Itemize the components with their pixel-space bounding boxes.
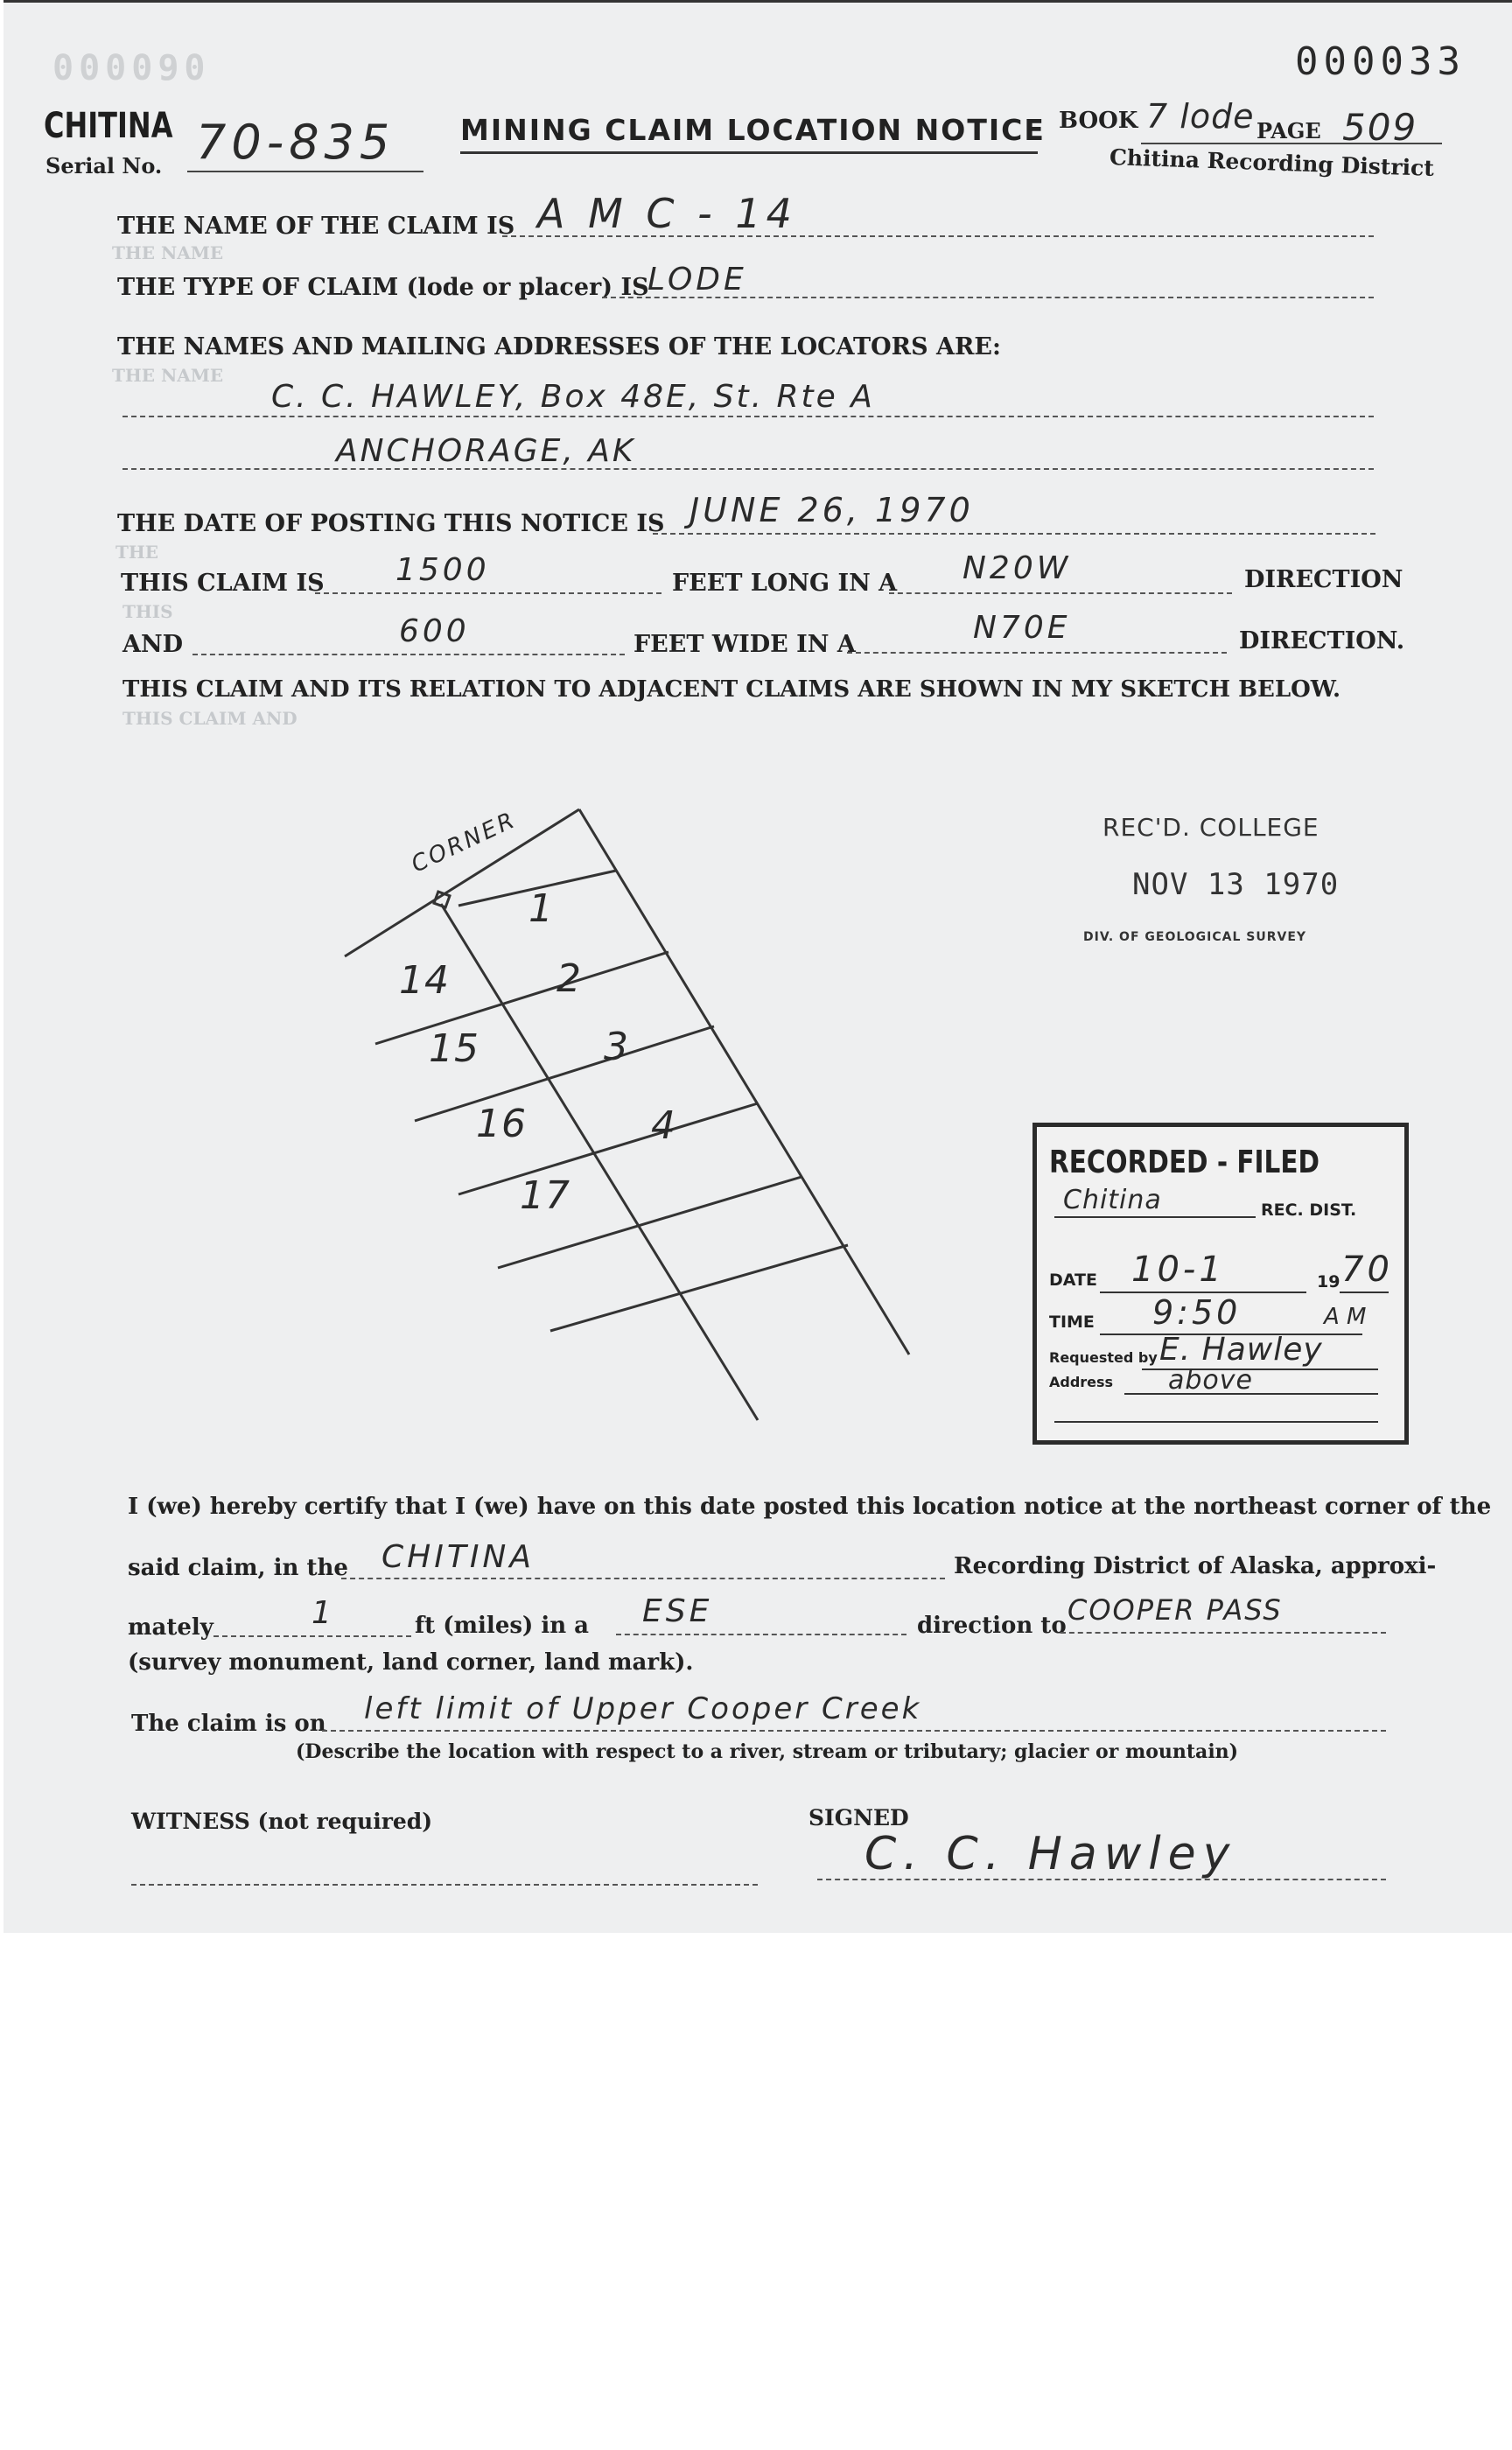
book-label: BOOK: [1059, 108, 1138, 134]
claim-boundary-line: [441, 904, 758, 1420]
document-number: 000033: [1295, 39, 1466, 84]
claim-on-line: [322, 1730, 1386, 1732]
received-stamp-line-1: REC'D. COLLEGE: [1102, 813, 1320, 842]
locator-line-1-value: C. C. HAWLEY, Box 48E, St. Rte A: [271, 379, 875, 415]
faint-offset-text-3: THE: [116, 542, 159, 563]
time-label: TIME: [1049, 1312, 1095, 1332]
ft-miles-label: ft (miles) in a: [415, 1613, 590, 1639]
year-value: 70: [1341, 1250, 1393, 1290]
landmark-line: [1060, 1632, 1386, 1634]
serial-label: Serial No.: [46, 153, 163, 178]
claim-name-value: A M C - 14: [537, 190, 797, 237]
mining-claim-form: [4, 0, 1512, 1933]
address-line: [1124, 1393, 1378, 1395]
direction-to-label: direction to: [917, 1613, 1067, 1639]
recording-district-label: Recording District of Alaska, approxi-: [954, 1553, 1437, 1579]
rec-dist-label: REC. DIST.: [1261, 1200, 1357, 1220]
distance-line: [214, 1635, 411, 1637]
long-direction-value: N20W: [962, 550, 1072, 586]
claim-number-left-14: 14: [399, 958, 450, 1003]
claim-number-right-2: 2: [556, 956, 584, 1001]
landmark-value: COOPER PASS: [1068, 1593, 1283, 1627]
faint-offset-text-4: THIS: [122, 601, 173, 622]
certification-line-1: I (we) hereby certify that I (we) have on this date posted this location notice at the northeast corner of the: [128, 1494, 1492, 1520]
page-label: PAGE: [1256, 118, 1321, 144]
date-value: 10-1: [1131, 1250, 1225, 1290]
said-claim-label: said claim, in the: [128, 1555, 348, 1581]
posting-date-label: THE DATE OF POSTING THIS NOTICE IS: [117, 510, 665, 537]
describe-label: (Describe the location with respect to a river, stream or tributary; glacier or mountain): [296, 1740, 1239, 1763]
claim-is-label: THIS CLAIM IS: [121, 570, 325, 597]
witness-label: WITNESS (not required): [131, 1809, 433, 1834]
claim-type-label: THE TYPE OF CLAIM (lode or placer) IS: [117, 274, 649, 301]
length-value: 1500: [396, 552, 490, 588]
direction-value: ESE: [642, 1593, 713, 1629]
district-value: CHITINA: [382, 1539, 535, 1575]
width-value: 600: [399, 613, 470, 649]
address-value: above: [1168, 1365, 1253, 1396]
signed-label: SIGNED: [808, 1805, 909, 1830]
requested-label: Requested by: [1049, 1349, 1158, 1366]
witness-line: [131, 1884, 758, 1886]
signature-value: C. C. Hawley: [864, 1828, 1237, 1880]
received-stamp-line-3: DIV. OF GEOLOGICAL SURVEY: [1083, 930, 1307, 944]
district-line-field: [341, 1578, 945, 1579]
book-value: 7 lode: [1146, 97, 1255, 136]
rec-dist-line: [1054, 1216, 1256, 1218]
direction-value-line: [616, 1634, 906, 1635]
date-label: DATE: [1049, 1270, 1097, 1290]
requested-value: E. Hawley: [1159, 1332, 1323, 1368]
feet-long-label: FEET LONG IN A: [672, 570, 898, 597]
faint-offset-text: THE NAME: [112, 242, 224, 263]
locators-label: THE NAMES AND MAILING ADDRESSES OF THE LOCATORS ARE:: [117, 333, 1001, 360]
and-label: AND: [122, 631, 184, 658]
wide-direction-value: N70E: [973, 610, 1071, 646]
survey-label: (survey monument, land corner, land mark).: [128, 1649, 694, 1676]
claim-on-value: left limit of Upper Cooper Creek: [364, 1691, 922, 1726]
extra-line: [1054, 1421, 1378, 1423]
claim-number-right-3: 3: [604, 1025, 632, 1069]
faded-serial-number: 000090: [52, 48, 211, 88]
direction-label-2: DIRECTION.: [1239, 627, 1405, 654]
recorded-filed-stamp: [1032, 1123, 1409, 1445]
claim-number-right-1: 1: [528, 886, 556, 931]
claim-number-left-15: 15: [429, 1026, 480, 1071]
district-short: CHITINA: [44, 106, 173, 146]
received-stamp-date: NOV 13 1970: [1132, 867, 1340, 902]
claim-sketch: [4, 3, 1512, 1933]
recorded-stamp-district: Chitina: [1063, 1185, 1162, 1215]
locator-line-2-value: ANCHORAGE, AK: [336, 433, 636, 469]
feet-wide-label: FEET WIDE IN A: [634, 631, 856, 658]
faint-offset-text-2: THE NAME: [112, 365, 224, 386]
distance-value: 1: [312, 1595, 335, 1631]
claim-number-left-17: 17: [520, 1173, 570, 1218]
time-suffix: A M: [1324, 1304, 1367, 1330]
claim-boundary-line: [579, 809, 909, 1354]
claim-type-value: LODE: [648, 262, 747, 298]
corner-post-marker: [434, 892, 450, 907]
serial-number: 70-835: [196, 115, 396, 170]
claim-number-left-16: 16: [476, 1102, 527, 1146]
year-prefix: 19: [1317, 1272, 1340, 1292]
claim-on-label: The claim is on: [131, 1711, 326, 1737]
year-line: [1340, 1292, 1389, 1293]
form-title: MINING CLAIM LOCATION NOTICE: [460, 113, 1046, 147]
claim-boundary-line: [550, 1245, 848, 1331]
address-label: Address: [1049, 1374, 1114, 1390]
time-value: 9:50: [1152, 1293, 1242, 1332]
claim-number-right-4: 4: [651, 1103, 679, 1148]
recorded-stamp-title: RECORDED - FILED: [1049, 1144, 1320, 1180]
direction-label: DIRECTION: [1244, 566, 1404, 593]
district-line: Chitina Recording District: [1109, 144, 1435, 181]
page-value: 509: [1342, 106, 1418, 149]
faint-offset-text-5: THIS CLAIM AND: [122, 708, 298, 729]
corner-label: CORNER: [407, 807, 521, 878]
claim-name-label: THE NAME OF THE CLAIM IS: [117, 213, 515, 240]
posting-date-value: JUNE 26, 1970: [690, 491, 974, 529]
sketch-label: THIS CLAIM AND ITS RELATION TO ADJACENT CLAIMS ARE SHOWN IN MY SKETCH BELOW.: [122, 676, 1340, 703]
mately-label: mately: [128, 1614, 214, 1641]
